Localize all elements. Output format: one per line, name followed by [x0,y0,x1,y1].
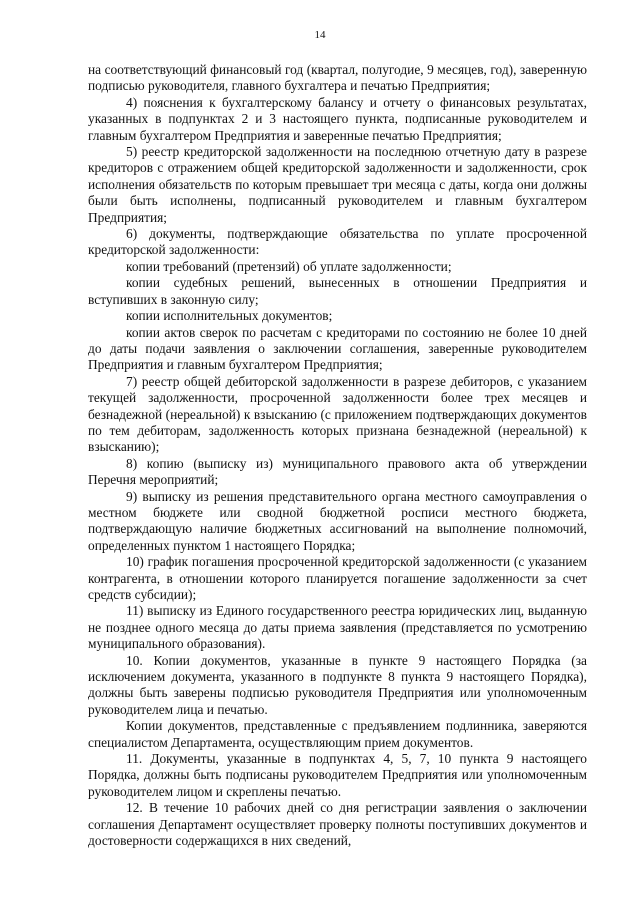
paragraph-item-10: 10) график погашения просроченной кредиторской задолженности (с указанием контрагента, в отношении которого планируется погашение задолженности за счет средств субсидии); [88,554,587,602]
paragraph-clause-11: 11. Документы, указанные в подпунктах 4, 5, 7, 10 пункта 9 настоящего Порядка, должны быть подписаны руководителем Предприятия или уполномоченным руководителем лицом и скреплены печатью. [88,751,587,799]
paragraph-item-11: 11) выписку из Единого государственного реестра юридических лиц, выданную не позднее одного месяца до даты приема заявления (представляется по усмотрению муниципального образования). [88,603,587,652]
page-number: 14 [314,29,326,41]
paragraph-item-7: 7) реестр общей дебиторской задолженности в разрезе дебиторов, с указанием текущей задолженности, просроченной задолженности более трех месяцев и безнадежной (нереальной) к взысканию (с приложением подтверждающих документов по тем дебиторам, задолженность которых признана безнадежной (нереальной) к взысканию); [88,373,587,455]
paragraph-copies-certification: Копии документов, представленные с предъявлением подлинника, заверяются специалистом Департамента, осуществляющим прием документов. [88,718,587,750]
paragraph-claims-copies: копии требований (претензий) об уплате задолженности; [126,258,452,274]
paragraph-enforcement-documents: копии исполнительных документов; [126,308,333,324]
paragraph-item-8: 8) копию (выписку из) муниципального правового акта об утверждении Перечня мероприятий; [88,455,587,488]
paragraph-clause-12: 12. В течение 10 рабочих дней со дня регистрации заявления о заключении соглашения Департамент осуществляет проверку полноты поступивших документов и достоверности содержащихся в них сведений, [88,800,587,849]
paragraph-clause-10: 10. Копии документов, указанные в пункте 9 настоящего Порядка (за исключением документа, указанного в подпункте 8 пункта 9 настоящего Порядка), должны быть заверены подписью руководителя Предприятия или уполномоченным руководителем лица и печатью. [88,652,587,717]
paragraph-item-9: 9) выписку из решения представительного органа местного самоуправления о местном бюджете или сводной бюджетной росписи местного бюджета, подтверждающую наличие бюджетных ассигнований на выполнение полномочий, определенных пунктом 1 настоящего Порядка; [88,488,587,553]
paragraph-reconciliation-acts: копии актов сверок по расчетам с кредиторами по состоянию не более 10 дней до даты подачи заявления о заключении соглашения, заверенные руководителем Предприятия и главным бухгалтером Предприятия; [88,324,587,373]
paragraph-continuation: на соответствующий финансовый год (квартал, полугодие, 9 месяцев, год), заверенную подписью руководителя, главного бухгалтера и печатью Предприятия; [88,62,587,94]
document-body [88,62,587,850]
paragraph-item-5: 5) реестр кредиторской задолженности на последнюю отчетную дату в разрезе кредиторов с отражением общей кредиторской задолженности и задолженности, срок исполнения обязательств по которым превышает три месяца с даты, когда они должны были быть исполнены, подписанный руководителем и главным бухгалтером Предприятия; [88,144,587,225]
paragraph-item-6: 6) документы, подтверждающие обязательства по уплате просроченной кредиторской задолженности: [88,226,587,258]
paragraph-item-4: 4) пояснения к бухгалтерскому балансу и отчету о финансовых результатах, указанных в подпунктах 2 и 3 настоящего пункта, подписанные руководителем и главным бухгалтером Предприятия и заверенные печатью Предприятия; [88,94,587,143]
paragraph-court-decisions: копии судебных решений, вынесенных в отношении Предприятия и вступивших в законную силу; [88,275,587,307]
